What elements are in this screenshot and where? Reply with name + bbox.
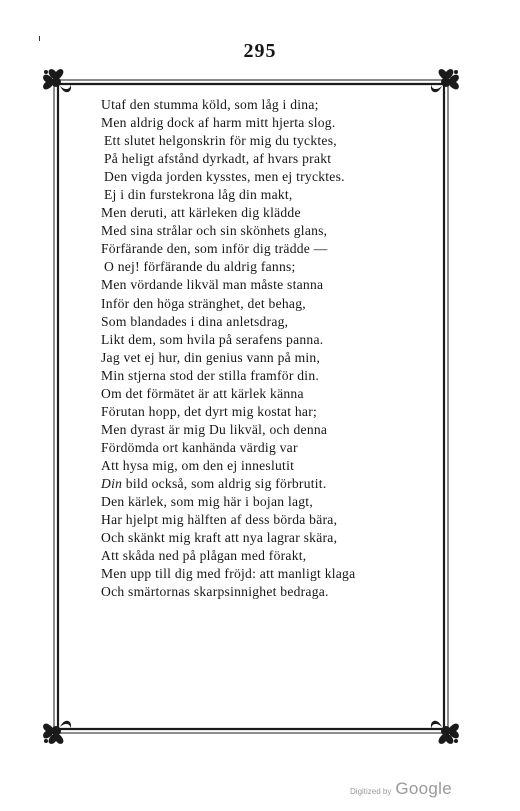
corner-ornament-bottom-left bbox=[43, 721, 71, 744]
poem-line: Jag vet ej hur, din genius vann på min, bbox=[101, 349, 321, 365]
poem-line: Och skänkt mig kraft att nya lagrar skära, bbox=[101, 530, 338, 546]
corner-ornament-top-left bbox=[43, 69, 71, 92]
poem-line: Ett slutet helgonskrin för mig du tycktes, bbox=[104, 133, 337, 149]
digitized-by-watermark bbox=[350, 779, 452, 799]
poem-line: Likt dem, som hvila på serafens panna. bbox=[101, 331, 324, 347]
poem-line: Men vördande likväl man måste stanna bbox=[101, 277, 324, 293]
poem-text bbox=[101, 96, 401, 601]
poem-line: Med sina strålar och sin skönhets glans, bbox=[101, 223, 328, 239]
poem-line: Den vigda jorden kysstes, men ej trycktes. bbox=[104, 169, 345, 185]
corner-ornament-bottom-right bbox=[431, 721, 459, 744]
poem-line: Den kärlek, som mig här i bojan lagt, bbox=[101, 494, 313, 510]
poem-line: Och smärtornas skarpsinnighet bedraga. bbox=[101, 584, 329, 600]
poem-line-rest: bild också, som aldrig sig förbrutit. bbox=[125, 475, 327, 491]
poem-line: Som blandades i dina anletsdrag, bbox=[101, 313, 289, 329]
poem-line: Förutan hopp, det dyrt mig kostat har; bbox=[101, 403, 318, 419]
page-number: 295 bbox=[243, 40, 277, 62]
poem-line: Men dyrast är mig Du likväl, och denna bbox=[101, 421, 328, 437]
poem-line: Fördömda ort kanhända värdig var bbox=[101, 439, 298, 455]
poem-line: Men upp till dig med fröjd: att manligt klaga bbox=[101, 566, 356, 582]
poem-line: Inför den höga stränghet, det behag, bbox=[101, 295, 306, 311]
poem-line: Min stjerna stod der stilla framför din. bbox=[101, 367, 320, 383]
poem-line-with-italic bbox=[101, 475, 401, 493]
poem-line: Förfärande den, som inför dig trädde — bbox=[101, 241, 328, 257]
poem-line: Att skåda ned på plågan med förakt, bbox=[101, 548, 307, 564]
poem-line: Utaf den stumma köld, som låg i dina; bbox=[101, 97, 319, 112]
poem-line: O nej! förfärande du aldrig fanns; bbox=[104, 259, 296, 275]
poem-line: Ej i din furstekrona låg din makt, bbox=[104, 187, 293, 203]
poem-line: Har hjelpt mig hälften af dess börda bära, bbox=[101, 512, 338, 528]
poem-line: På heligt afstånd dyrkadt, af hvars prakt bbox=[104, 151, 332, 167]
poem-line: Om det förmätet är att kärlek känna bbox=[101, 385, 304, 401]
corner-ornament-top-right bbox=[431, 69, 459, 92]
google-logo: Google bbox=[395, 779, 452, 798]
digitized-by-label: Digitized by bbox=[350, 787, 392, 796]
poem-line: Men aldrig dock af harm mitt hjerta slog. bbox=[101, 115, 336, 131]
poem-line: Men deruti, att kärleken dig klädde bbox=[101, 205, 301, 221]
italic-word: Din bbox=[101, 475, 123, 491]
poem-line: Att hysa mig, om den ej inneslutit bbox=[101, 457, 295, 473]
